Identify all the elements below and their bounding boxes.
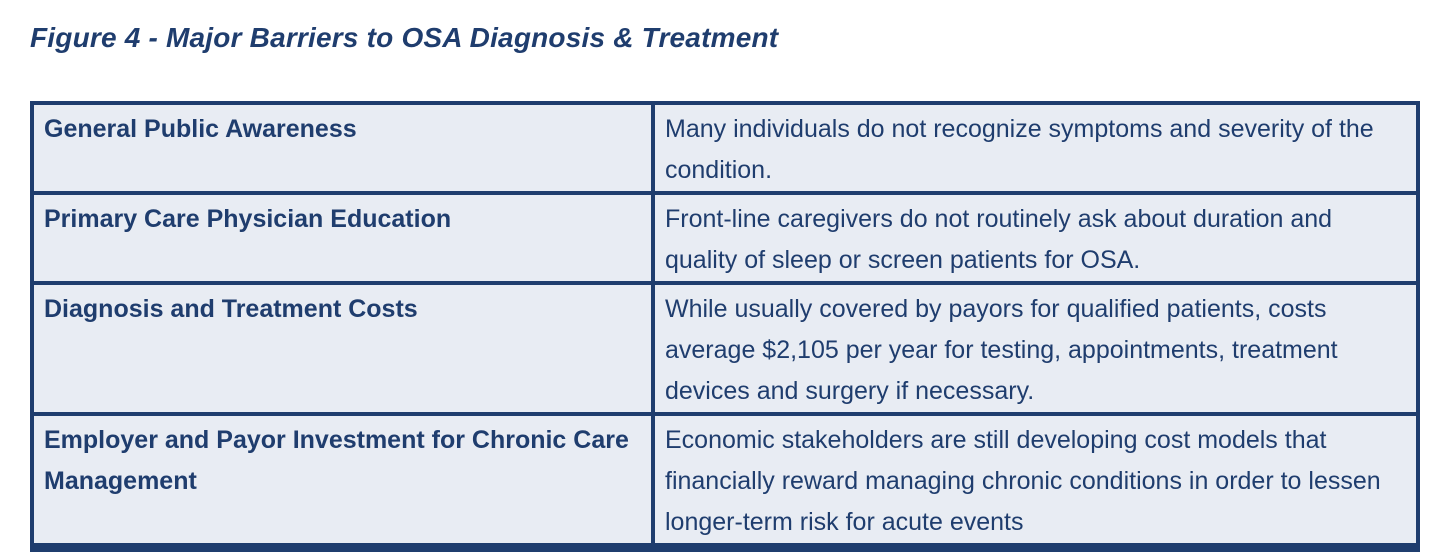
barrier-name-cell: Diagnosis and Treatment Costs [32, 283, 653, 414]
barrier-description-cell: Front-line caregivers do not routinely ask about duration and quality of sleep or screen patients for OSA. [653, 193, 1418, 283]
barrier-description-cell: Many individuals do not recognize symptoms and severity of the condition. [665, 115, 1374, 184]
table-row [32, 414, 1418, 548]
barrier-name-cell: General Public Awareness [32, 103, 653, 193]
barrier-name-cell: Employer and Payor Investment for Chronic Care Management [32, 414, 653, 548]
table-row [32, 193, 1418, 283]
table-row [32, 283, 1418, 414]
table-row [32, 103, 1418, 193]
barrier-name-cell: Primary Care Physician Education [32, 193, 653, 283]
barrier-description-cell: Economic stakeholders are still developing cost models that financially reward managing chronic conditions in order to lessen longer-term risk for acute events [653, 414, 1418, 548]
barrier-description-cell: While usually covered by payors for qualified patients, costs average $2,105 per year for testing, appointments, treatment devices and surgery if necessary. [653, 283, 1418, 414]
barriers-table [30, 101, 1420, 552]
figure-title: Figure 4 - Major Barriers to OSA Diagnosis & Treatment [30, 22, 779, 53]
